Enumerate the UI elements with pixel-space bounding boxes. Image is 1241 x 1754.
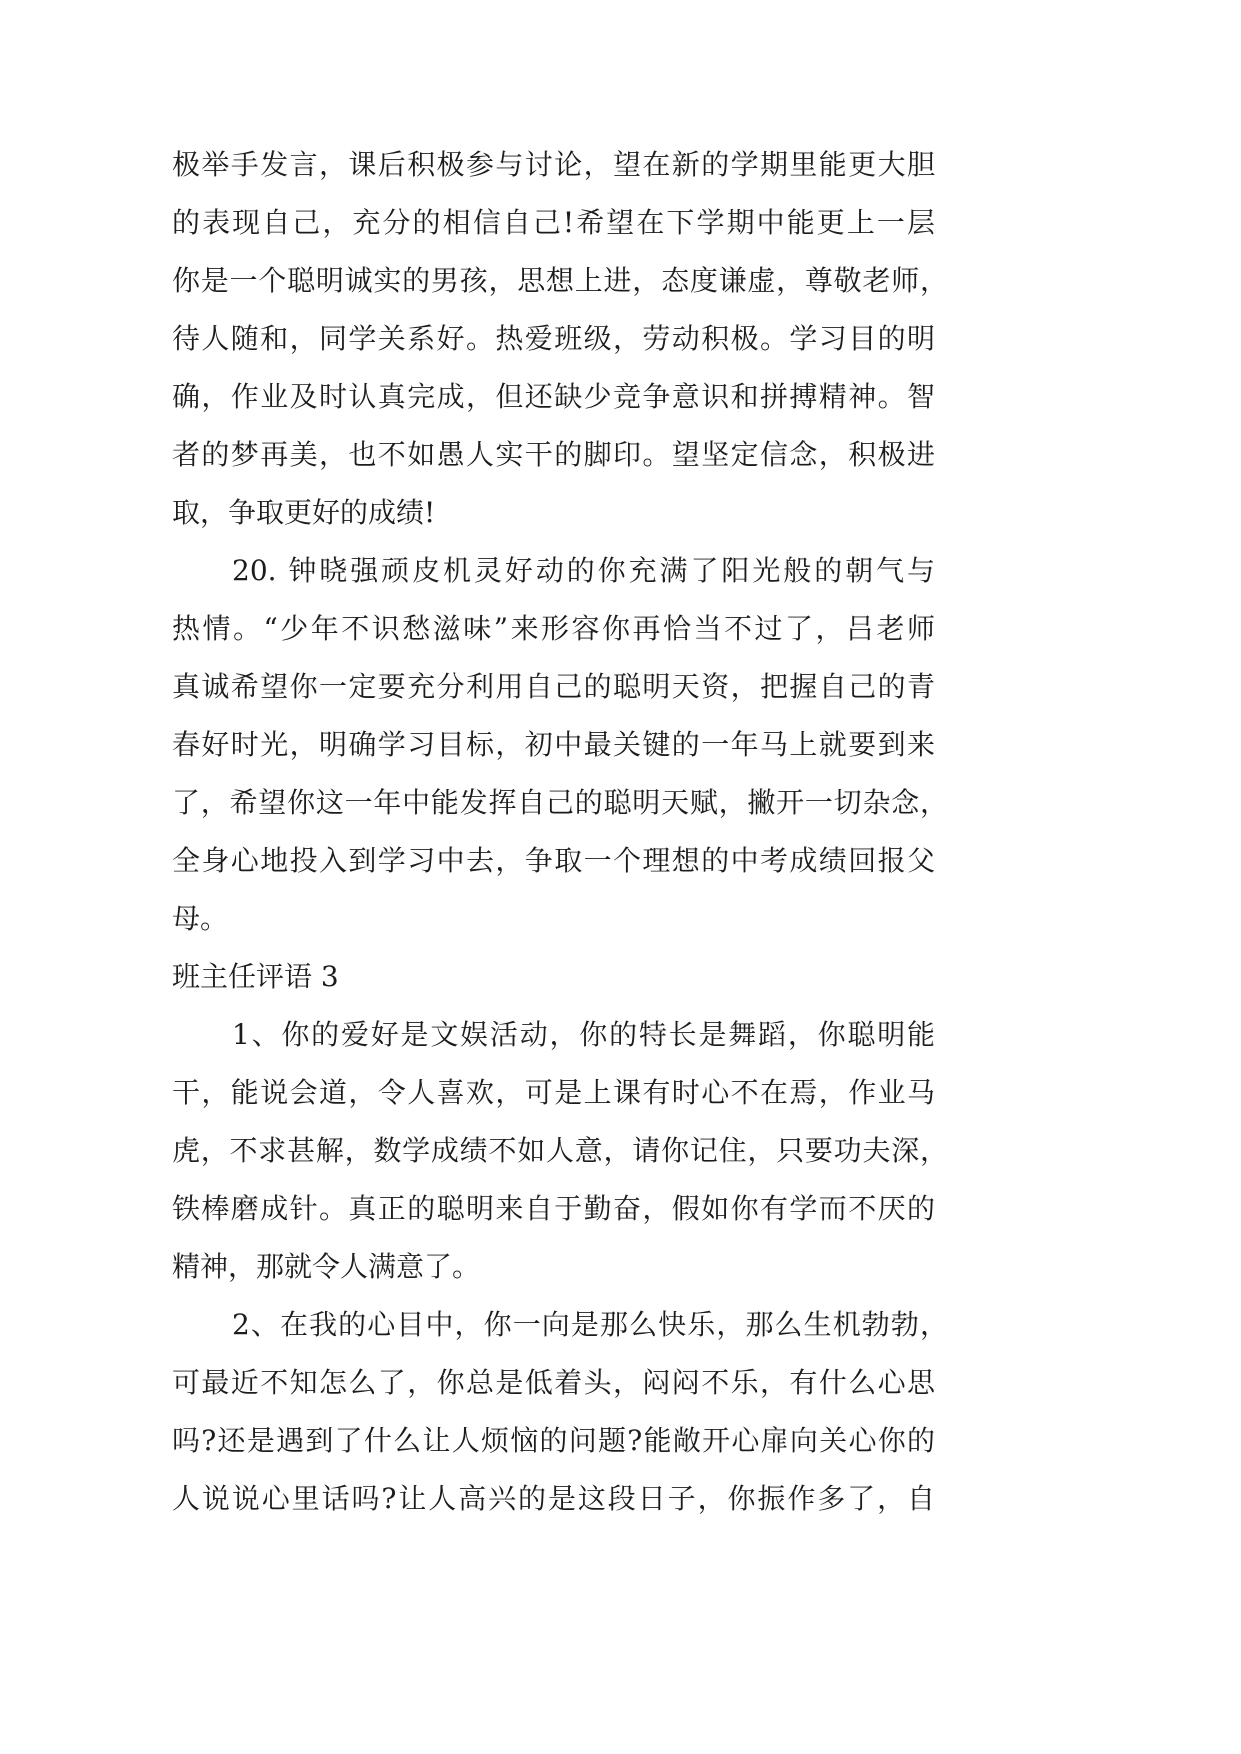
text-line: 可最近不知怎么了，你总是低着头，闷闷不乐，有什么心思 bbox=[172, 1366, 935, 1399]
text-line: 2、在我的心目中，你一向是那么快乐，那么生机勃勃， bbox=[232, 1308, 948, 1341]
text-line: 精神，那就令人满意了。 bbox=[172, 1250, 481, 1283]
paragraph bbox=[0, 252, 1241, 542]
section-heading: 班主任评语 3 bbox=[172, 960, 339, 993]
paragraph bbox=[0, 542, 1241, 948]
text-line: 虎，不求甚解，数学成绩不如人意，请你记住，只要功夫深， bbox=[172, 1134, 948, 1167]
text-line: 1、你的爱好是文娱活动，你的特长是舞蹈，你聪明能 bbox=[232, 1018, 935, 1051]
text-line: 者的梦再美，也不如愚人实干的脚印。望坚定信念，积极进 bbox=[172, 438, 935, 471]
text-line: 母。 bbox=[172, 902, 229, 935]
paragraph bbox=[0, 1296, 1241, 1528]
section bbox=[0, 948, 1241, 1006]
paragraph bbox=[0, 136, 1241, 252]
text-line: 确，作业及时认真完成，但还缺少竞争意识和拼搏精神。智 bbox=[172, 380, 935, 413]
text-line: 的表现自己，充分的相信自己!希望在下学期中能更上一层 bbox=[172, 206, 935, 239]
text-line: 人说说心里话吗?让人高兴的是这段日子，你振作多了，自 bbox=[172, 1482, 935, 1515]
text-line: 真诚希望你一定要充分利用自己的聪明天资，把握自己的青 bbox=[172, 670, 935, 703]
text-line: 20. 钟晓强顽皮机灵好动的你充满了阳光般的朝气与 bbox=[232, 554, 935, 587]
text-line: 干，能说会道，令人喜欢，可是上课有时心不在焉，作业马 bbox=[172, 1076, 935, 1109]
text-line: 待人随和，同学关系好。热爱班级，劳动积极。学习目的明 bbox=[172, 322, 935, 355]
paragraph bbox=[0, 1006, 1241, 1296]
text-line: 全身心地投入到学习中去，争取一个理想的中考成绩回报父 bbox=[172, 844, 935, 877]
text-line: 热情。“少年不识愁滋味”来形容你再恰当不过了，吕老师 bbox=[172, 612, 935, 645]
text-line: 极举手发言，课后积极参与讨论，望在新的学期里能更大胆 bbox=[172, 148, 935, 181]
text-line: 取，争取更好的成绩! bbox=[172, 496, 436, 529]
text-line: 春好时光，明确学习目标，初中最关键的一年马上就要到来 bbox=[172, 728, 935, 761]
text-line: 铁棒磨成针。真正的聪明来自于勤奋，假如你有学而不厌的 bbox=[172, 1192, 935, 1225]
text-line: 吗?还是遇到了什么让人烦恼的问题?能敞开心扉向关心你的 bbox=[172, 1424, 935, 1457]
text-line: 了，希望你这一年中能发挥自己的聪明天赋，撇开一切杂念， bbox=[172, 786, 948, 819]
text-line: 你是一个聪明诚实的男孩，思想上进，态度谦虚，尊敬老师， bbox=[172, 264, 948, 297]
